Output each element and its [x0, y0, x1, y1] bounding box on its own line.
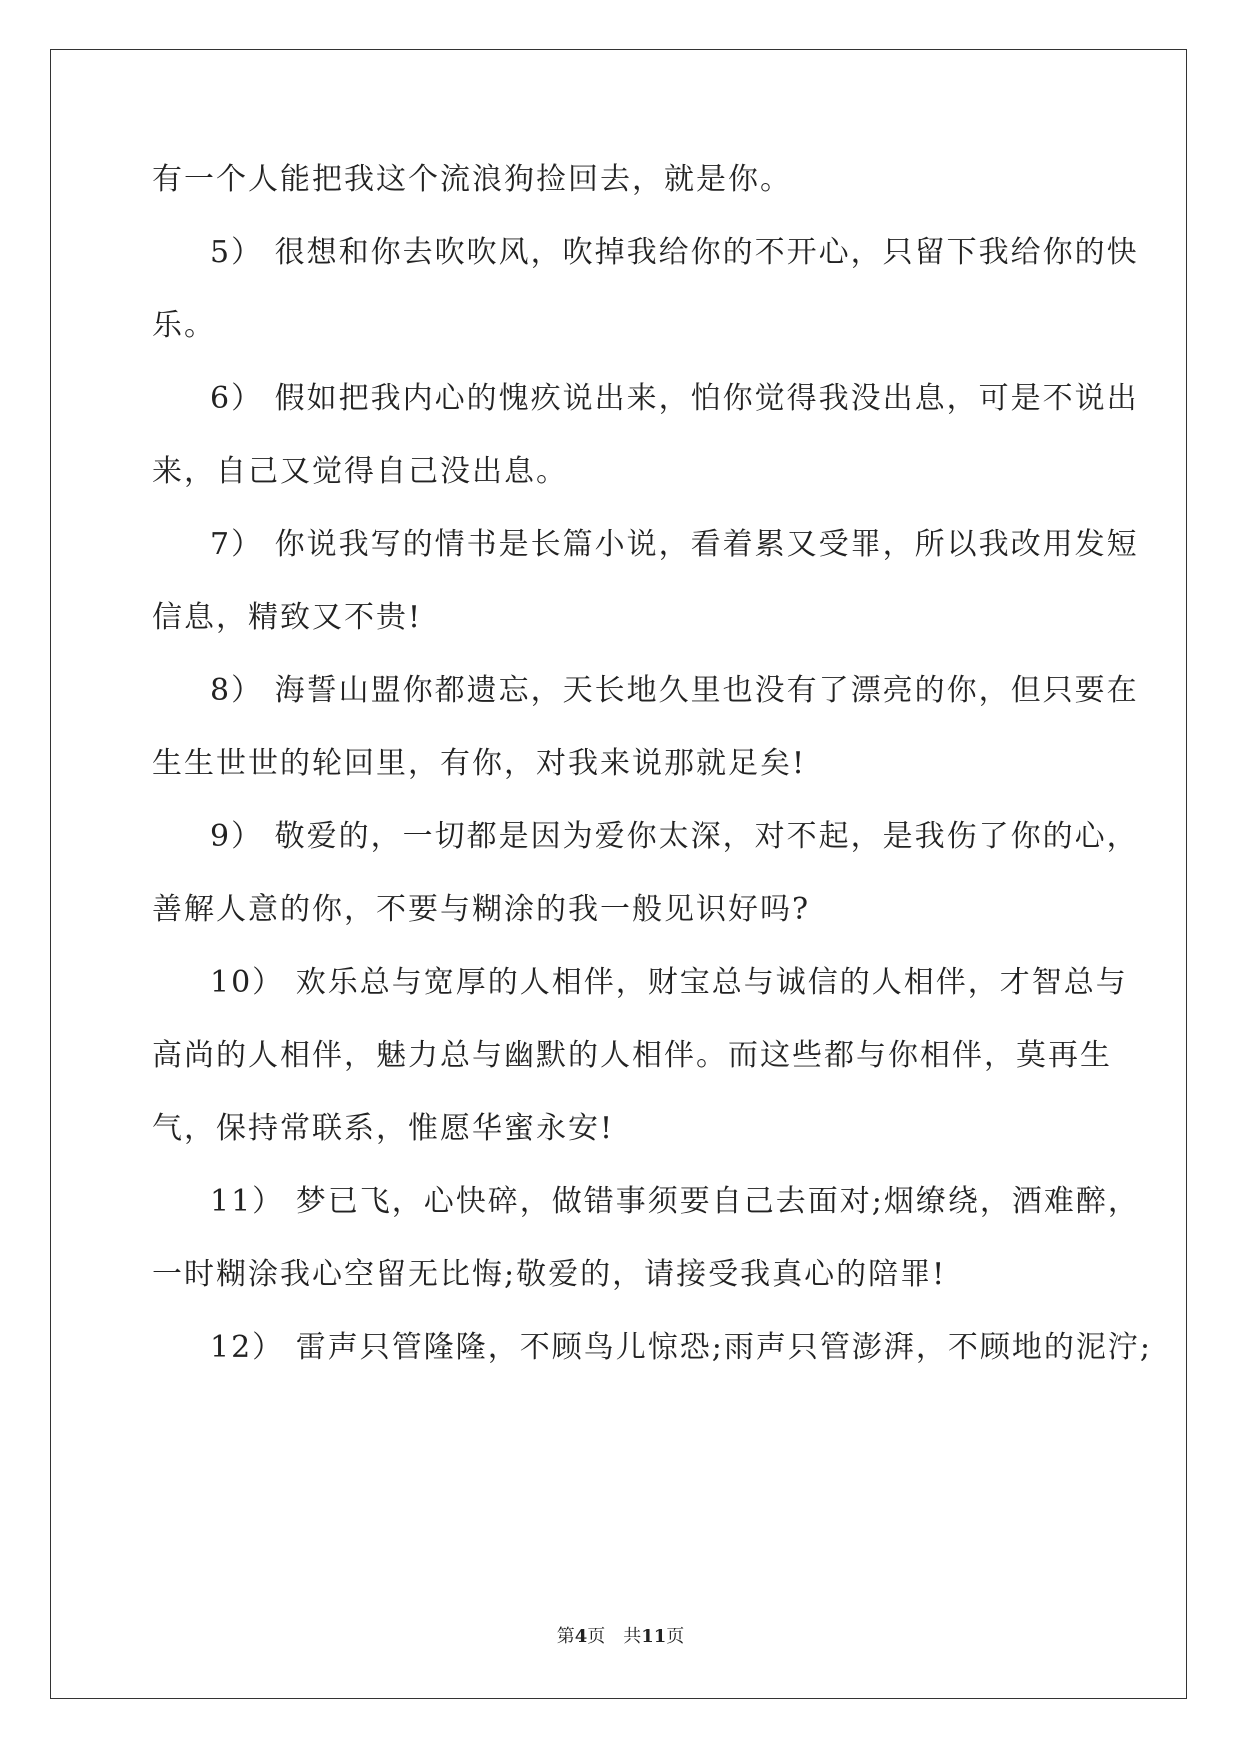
- text-line: 8） 海誓山盟你都遗忘，天长地久里也没有了漂亮的你，但只要在: [210, 673, 1139, 708]
- text-line: 气，保持常联系，惟愿华蜜永安!: [152, 1111, 615, 1146]
- text-line: 一时糊涂我心空留无比悔;敬爱的，请接受我真心的陪罪!: [152, 1257, 947, 1292]
- page-footer: [0, 1622, 1241, 1648]
- footer-prefix: 第: [556, 1626, 575, 1647]
- page-border: [50, 49, 1187, 1699]
- text-line: 9） 敬爱的，一切都是因为爱你太深，对不起，是我伤了你的心，: [210, 819, 1139, 854]
- text-line: 生生世世的轮回里，有你，对我来说那就足矣!: [152, 746, 807, 781]
- text-line: 乐。: [152, 308, 216, 343]
- text-line: 7） 你说我写的情书是长篇小说，看着累又受罪，所以我改用发短: [210, 527, 1139, 562]
- text-line: 信息，精致又不贵!: [152, 600, 423, 635]
- text-line: 11） 梦已飞，心快碎，做错事须要自己去面对;烟缭绕，酒难醉，: [210, 1184, 1140, 1219]
- text-line: 来，自己又觉得自己没出息。: [152, 454, 568, 489]
- text-line: 12） 雷声只管隆隆，不顾鸟儿惊恐;雨声只管澎湃，不顾地的泥泞;: [210, 1330, 1152, 1365]
- text-line: 善解人意的你，不要与糊涂的我一般见识好吗?: [152, 892, 811, 927]
- total-page-count: 11: [641, 1626, 667, 1647]
- footer-mid: 页 共: [587, 1626, 642, 1647]
- text-line: 6） 假如把我内心的愧疚说出来，怕你觉得我没出息，可是不说出: [210, 381, 1139, 416]
- current-page-number: 4: [574, 1626, 588, 1647]
- text-line: 5） 很想和你去吹吹风，吹掉我给你的不开心，只留下我给你的快: [210, 235, 1139, 270]
- text-line: 10） 欢乐总与宽厚的人相伴，财宝总与诚信的人相伴，才智总与: [210, 965, 1128, 1000]
- text-line: 高尚的人相伴，魅力总与幽默的人相伴。而这些都与你相伴，莫再生: [152, 1038, 1112, 1073]
- footer-suffix: 页: [666, 1626, 685, 1647]
- text-line: 有一个人能把我这个流浪狗捡回去，就是你。: [152, 162, 792, 197]
